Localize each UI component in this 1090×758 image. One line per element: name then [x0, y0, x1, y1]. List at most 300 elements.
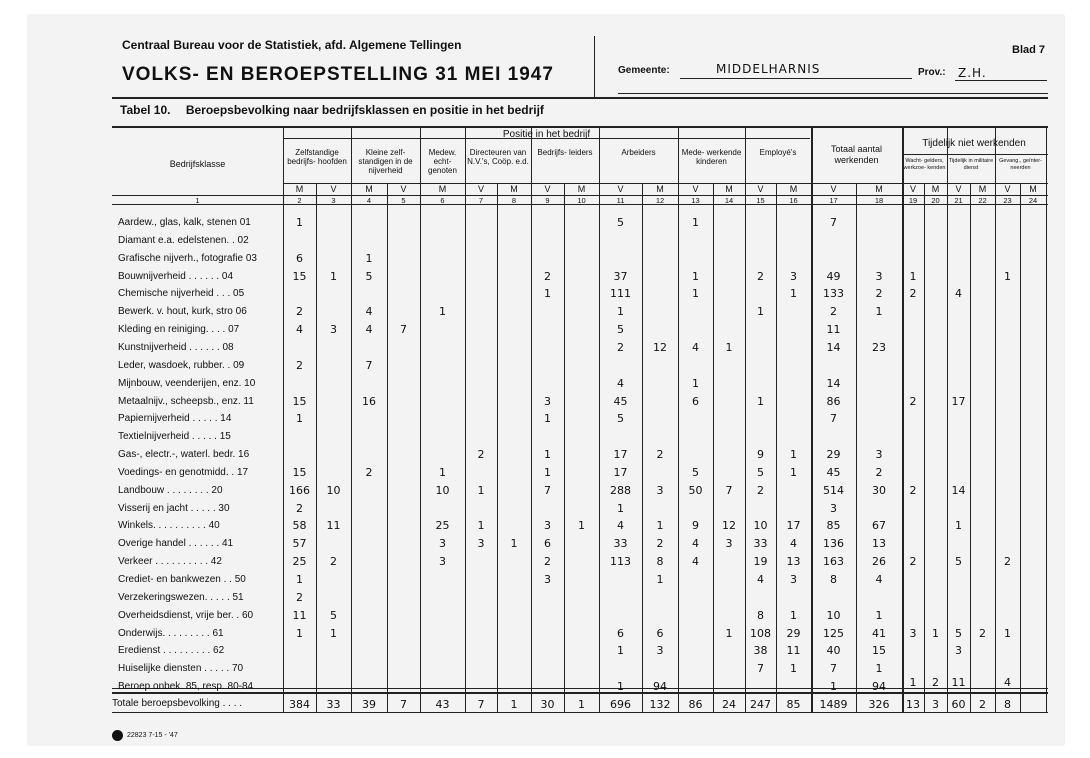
- cell-value: 2: [296, 305, 303, 319]
- cell-value: 2: [296, 590, 303, 604]
- mv-label: M: [725, 184, 733, 194]
- column-divider: [564, 183, 565, 712]
- cell-value: 41: [872, 626, 886, 640]
- row-label: Landbouw . . . . . . . . 20: [118, 484, 223, 496]
- cell-value: 2: [365, 465, 373, 479]
- cell-value: 13: [786, 555, 801, 569]
- cell-value: 1: [790, 287, 797, 301]
- cell-value: 1: [439, 465, 446, 479]
- cell-value: 3: [439, 537, 446, 551]
- group-header: Medew. echt- genoten: [428, 148, 457, 175]
- cell-value: 1: [692, 376, 699, 390]
- cell-value: 1: [330, 269, 337, 283]
- table-title: Beroepsbevolking naar bedrijfsklassen en positie in het bedrijf: [185, 103, 544, 117]
- prov-label: Prov.:: [918, 67, 946, 78]
- cell-value: 1: [544, 287, 551, 301]
- cell-value: 6: [692, 394, 699, 408]
- column-number: 15: [756, 196, 765, 205]
- cell-value: 5: [617, 412, 624, 426]
- cell-value: 1: [544, 412, 551, 426]
- cell-value: 4: [692, 555, 699, 569]
- total-value: 2: [979, 698, 986, 711]
- mv-label: V: [330, 184, 337, 194]
- cell-value: 10: [326, 483, 341, 497]
- totals-bottom-rule: [112, 712, 1048, 713]
- column-divider: [387, 183, 388, 712]
- cell-value: 40: [826, 644, 841, 658]
- row-label: Grafische nijverh., fotografie 03: [118, 252, 257, 264]
- cell-value: 2: [296, 501, 303, 515]
- cell-value: 3: [330, 323, 337, 337]
- mv-label: V: [1004, 184, 1011, 194]
- mv-label: V: [400, 184, 407, 194]
- column-number: 20: [931, 196, 940, 205]
- cell-value: 113: [610, 555, 631, 569]
- cell-value: 1: [439, 305, 446, 319]
- row-label: Overheidsdienst, vrije ber. . 60: [118, 609, 254, 621]
- cell-value: 10: [826, 608, 841, 622]
- extra-value: 11: [951, 676, 966, 689]
- cell-value: 7: [830, 412, 837, 426]
- cell-value: 17: [786, 519, 801, 533]
- cell-value: 85: [826, 519, 841, 533]
- table-top-rule: [112, 126, 1048, 128]
- total-value: 60: [951, 698, 966, 711]
- mv-label: M: [1029, 184, 1037, 194]
- group-header: Bedrijfs- leiders: [537, 148, 593, 157]
- cell-value: 4: [617, 376, 624, 390]
- cell-value: 2: [1004, 555, 1011, 569]
- cell-value: 14: [826, 376, 841, 390]
- total-value: 696: [610, 698, 631, 711]
- cell-value: 58: [292, 519, 307, 533]
- total-value: 85: [786, 698, 801, 711]
- cell-value: 2: [830, 305, 837, 319]
- cell-value: 33: [753, 537, 768, 551]
- mv-label: V: [617, 184, 624, 194]
- extra-value: 1: [909, 676, 917, 689]
- row-label: Gas-, electr.-, waterl. bedr. 16: [118, 449, 250, 461]
- column-divider: [642, 183, 643, 712]
- column-number: 17: [829, 196, 838, 205]
- cell-value: 7: [400, 323, 407, 337]
- cell-value: 8: [830, 573, 837, 586]
- cell-value: 2: [875, 465, 883, 479]
- cell-value: 2: [544, 555, 551, 569]
- cell-value: 1: [656, 519, 664, 533]
- group-divider: [599, 126, 600, 712]
- group-divider: [745, 126, 746, 712]
- column-number: 14: [724, 196, 734, 205]
- cell-value: 1: [830, 680, 837, 694]
- total-value: 132: [649, 698, 671, 711]
- cell-value: 29: [826, 448, 841, 462]
- mv-label: V: [955, 184, 962, 194]
- mv-label: M: [365, 184, 373, 194]
- cell-value: 4: [365, 323, 373, 337]
- cell-value: 4: [296, 323, 303, 337]
- cell-value: 1: [875, 608, 883, 622]
- cell-value: 7: [544, 483, 551, 497]
- cell-value: 2: [330, 555, 337, 569]
- form-title: VOLKS- EN BEROEPSTELLING 31 MEI 1947: [122, 64, 554, 85]
- extra-value: 2: [932, 676, 939, 689]
- extra-value: 4: [1004, 676, 1011, 689]
- column-number: 24: [1028, 196, 1038, 205]
- cell-value: 50: [688, 483, 703, 497]
- row-label: Beroep onbek. 85, resp. 80-84: [118, 681, 254, 693]
- cell-value: 5: [757, 465, 764, 479]
- row-label: Textielnijverheid . . . . . 15: [118, 431, 231, 443]
- cell-value: 2: [909, 555, 917, 569]
- cell-value: 1: [875, 305, 883, 319]
- cell-value: 8: [656, 555, 664, 569]
- cell-value: 1: [757, 394, 764, 408]
- cell-value: 1: [296, 573, 303, 586]
- column-number: 1: [195, 196, 200, 205]
- cell-value: 3: [725, 537, 733, 551]
- row-label: Overige handel . . . . . . 41: [118, 538, 234, 550]
- column-divider: [776, 183, 777, 712]
- cell-value: 17: [613, 465, 628, 479]
- mv-label: M: [875, 184, 883, 194]
- sheet-number: Blad 7: [1012, 44, 1046, 56]
- cell-value: 1: [790, 448, 797, 462]
- cell-value: 4: [875, 573, 883, 586]
- column-number: 23: [1003, 196, 1012, 205]
- cell-value: 1: [617, 501, 624, 515]
- cell-value: 7: [830, 216, 837, 229]
- column-number: 11: [616, 196, 625, 205]
- cell-value: 1: [725, 340, 733, 354]
- cell-value: 33: [613, 537, 628, 551]
- cell-value: 10: [753, 519, 768, 533]
- positie-header: Positie in het bedrijf: [502, 129, 591, 140]
- cell-value: 1: [757, 305, 764, 319]
- cell-value: 12: [653, 340, 667, 354]
- column-number: 13: [691, 196, 700, 205]
- tijdelijk-group-header: Wacht- gelders, werkzoe- kenden: [903, 158, 946, 171]
- group-divider: [811, 126, 813, 712]
- cell-value: 5: [617, 216, 624, 229]
- group-divider: [1046, 126, 1047, 712]
- cell-value: 1: [692, 269, 699, 283]
- cell-value: 15: [292, 394, 307, 408]
- cell-value: 10: [435, 483, 450, 497]
- cell-value: 1: [578, 519, 585, 533]
- header-rule-right: [618, 93, 1048, 94]
- cell-value: 94: [872, 680, 886, 694]
- cell-value: 288: [610, 483, 631, 497]
- column-number: 12: [655, 196, 665, 205]
- cell-value: 7: [365, 358, 373, 372]
- cell-value: 2: [909, 287, 917, 301]
- total-value: 3: [932, 698, 939, 711]
- cell-value: 3: [656, 483, 664, 497]
- cell-value: 25: [292, 555, 307, 569]
- cell-value: 4: [617, 519, 624, 533]
- column-divider: [497, 183, 498, 712]
- cell-value: 1: [875, 662, 883, 676]
- cell-value: 4: [955, 287, 962, 301]
- group-header: Mede- werkende kinderen: [681, 148, 742, 166]
- cell-value: 4: [757, 573, 764, 586]
- cell-value: 1: [692, 287, 699, 301]
- group-divider: [678, 126, 679, 712]
- cell-value: 17: [613, 448, 628, 462]
- total-value: 33: [326, 698, 341, 711]
- total-value: 7: [477, 698, 485, 711]
- row-label: Aardew., glas, kalk, stenen 01: [118, 217, 251, 228]
- cell-value: 2: [909, 483, 917, 497]
- mv-label: M: [789, 184, 798, 194]
- mv-label: V: [757, 184, 764, 194]
- gemeente-underline: [680, 78, 912, 79]
- cell-value: 1: [617, 305, 624, 319]
- cell-value: 1: [656, 573, 664, 586]
- prov-value: Z.H.: [958, 66, 987, 80]
- cell-value: 1: [790, 608, 797, 622]
- group-header: Kleine zelf- standigen in de nijverheid: [358, 148, 413, 175]
- bedrijfsklasse-header: Bedrijfsklasse: [169, 159, 226, 169]
- row-label: Voedings- en genotmidd. . 17: [118, 466, 249, 478]
- mv-label: V: [477, 184, 484, 194]
- cell-value: 11: [292, 608, 307, 622]
- column-number: 3: [331, 196, 336, 205]
- column-divider: [316, 183, 317, 712]
- row-label: Mijnbouw, veenderijen, enz. 10: [118, 377, 256, 389]
- total-value: 86: [688, 698, 703, 711]
- column-number: 16: [789, 196, 798, 205]
- cell-value: 6: [296, 251, 303, 265]
- mv-label: V: [544, 184, 551, 194]
- row-label: Winkels. . . . . . . . . . 40: [118, 520, 220, 532]
- cell-value: 3: [544, 573, 551, 586]
- group-divider: [947, 126, 948, 712]
- cell-value: 1: [365, 251, 373, 265]
- group-divider: [465, 126, 466, 712]
- row-label: Metaalnijv., scheepsb., enz. 11: [118, 395, 254, 407]
- total-value: 247: [750, 698, 771, 711]
- cell-value: 1: [932, 626, 939, 640]
- cell-value: 86: [826, 394, 841, 408]
- cell-value: 5: [955, 555, 962, 569]
- total-value: 1489: [819, 698, 848, 711]
- mv-label: M: [978, 184, 987, 194]
- totals-label: Totale beroepsbevolking . . . .: [112, 698, 243, 709]
- row-label: Kleding en reiniging. . . . 07: [118, 324, 240, 336]
- group-divider: [420, 126, 421, 712]
- cell-value: 3: [544, 394, 551, 408]
- column-number: 19: [908, 196, 918, 205]
- row-label: Crediet- en bankwezen . . 50: [118, 574, 246, 585]
- cell-value: 15: [872, 644, 886, 658]
- tijdelijk-group-header: Gevang., geïnter- neerden: [999, 158, 1042, 171]
- cell-value: 7: [725, 483, 733, 497]
- total-value: 43: [435, 698, 450, 711]
- cell-value: 26: [872, 555, 886, 569]
- cell-value: 3: [790, 269, 797, 283]
- cell-value: 5: [692, 465, 699, 479]
- cell-value: 4: [365, 305, 373, 319]
- cell-value: 11: [326, 519, 341, 533]
- cell-value: 29: [786, 626, 801, 640]
- group-divider: [351, 126, 352, 712]
- cell-value: 5: [617, 323, 624, 337]
- cell-value: 1: [617, 680, 624, 694]
- cell-value: 514: [823, 483, 844, 497]
- column-number: 21: [954, 196, 963, 205]
- cell-value: 9: [692, 519, 699, 533]
- total-value: 1: [510, 698, 518, 711]
- cell-value: 1: [510, 537, 518, 551]
- row-label: Bouwnijverheid . . . . . . 04: [118, 270, 234, 282]
- group-header: Zelfstandige bedrijfs- hoofden: [287, 148, 347, 166]
- cell-value: 1: [692, 216, 699, 229]
- cell-value: 166: [289, 483, 310, 497]
- cell-value: 2: [544, 269, 551, 283]
- cell-value: 5: [330, 608, 337, 622]
- row-label: Bewerk. v. hout, kurk, stro 06: [118, 306, 247, 318]
- cell-value: 11: [826, 323, 841, 337]
- cell-value: 136: [823, 537, 844, 551]
- row-label: Chemische nijverheid . . . 05: [118, 288, 245, 300]
- cell-value: 1: [296, 626, 303, 640]
- cell-value: 2: [757, 269, 764, 283]
- mv-label: V: [909, 184, 916, 194]
- cell-value: 3: [830, 501, 837, 515]
- form-footer: [112, 730, 178, 741]
- cell-value: 3: [656, 644, 664, 658]
- column-number: 9: [545, 196, 550, 205]
- cell-value: 3: [439, 555, 446, 569]
- cell-value: 38: [753, 644, 768, 658]
- column-number: 6: [440, 196, 445, 205]
- cell-value: 49: [826, 269, 841, 283]
- column-divider: [856, 183, 857, 712]
- cell-value: 163: [823, 555, 844, 569]
- cell-value: 2: [656, 537, 664, 551]
- row-label: Huiselijke diensten . . . . . 70: [118, 663, 244, 675]
- column-number: 18: [874, 196, 884, 205]
- cell-value: 1: [790, 662, 797, 676]
- cell-value: 45: [613, 394, 628, 408]
- cell-value: 57: [292, 537, 307, 551]
- cell-value: 2: [757, 483, 764, 497]
- cell-value: 108: [750, 626, 771, 640]
- form-code: 22823 7-15 - '47: [127, 732, 178, 739]
- cell-value: 1: [477, 519, 485, 533]
- table-caption: [120, 103, 544, 117]
- mv-label: M: [577, 184, 586, 194]
- cell-value: 94: [653, 680, 667, 694]
- tijdelijk-header: Tijdelijk niet werkenden: [922, 138, 1026, 149]
- column-number: 10: [577, 196, 586, 205]
- row-label: Eredienst . . . . . . . . . 62: [118, 645, 225, 657]
- cell-value: 13: [872, 537, 886, 551]
- cell-value: 7: [757, 662, 764, 676]
- column-number: 2: [297, 196, 302, 205]
- cell-value: 1: [909, 269, 917, 283]
- header-rule: [112, 97, 1048, 99]
- cell-value: 1: [544, 448, 551, 462]
- tijdelijk-rule: [902, 154, 1048, 155]
- cell-value: 2: [296, 358, 303, 372]
- cell-value: 2: [875, 287, 883, 301]
- cell-value: 14: [826, 340, 841, 354]
- cell-value: 2: [656, 448, 664, 462]
- row-label: Leder, wasdoek, rubber. . 09: [118, 359, 245, 371]
- cell-value: 3: [875, 448, 883, 462]
- cell-value: 1: [296, 216, 303, 229]
- totals-top-rule: [112, 692, 1048, 694]
- cell-value: 2: [909, 394, 917, 408]
- column-number: 8: [511, 196, 517, 205]
- cell-value: 4: [692, 340, 699, 354]
- cell-value: 6: [656, 626, 664, 640]
- mv-label: M: [295, 184, 304, 194]
- mv-label: M: [931, 184, 940, 194]
- cell-value: 3: [790, 573, 797, 586]
- cell-value: 133: [823, 287, 844, 301]
- column-number: 5: [401, 196, 406, 205]
- row-label: Papiernijverheid . . . . . 14: [118, 413, 232, 425]
- prov-underline: [955, 80, 1047, 81]
- issuer-line: Centraal Bureau voor de Statistiek, afd. Algemene Tellingen: [122, 38, 462, 52]
- total-value: 8: [1004, 698, 1011, 711]
- cell-value: 1: [725, 626, 733, 640]
- cell-value: 11: [786, 644, 801, 658]
- mv-label: M: [510, 184, 518, 194]
- cell-value: 3: [955, 644, 962, 658]
- cbs-logo-icon: [112, 730, 123, 741]
- mv-label: V: [830, 184, 837, 194]
- cell-value: 5: [365, 269, 373, 283]
- cell-value: 2: [477, 448, 485, 462]
- cell-value: 16: [362, 394, 376, 408]
- cell-value: 125: [823, 626, 844, 640]
- gemeente-value: MIDDELHARNIS: [716, 62, 821, 76]
- total-value: 30: [540, 698, 555, 711]
- cell-value: 7: [830, 662, 837, 676]
- tijdelijk-group-header: Tijdelijk in militaire dienst: [948, 158, 994, 171]
- header-divider: [594, 36, 595, 98]
- cell-value: 3: [477, 537, 485, 551]
- cell-value: 9: [757, 448, 764, 462]
- cell-value: 67: [872, 519, 886, 533]
- cell-value: 23: [872, 340, 886, 354]
- total-value: 326: [868, 698, 890, 711]
- row-label: Visserij en jacht . . . . . 30: [118, 502, 230, 514]
- row-label: Diamant e.a. edelstenen. . 02: [118, 234, 249, 246]
- cell-value: 1: [1004, 626, 1011, 640]
- group-header: Arbeiders: [621, 148, 656, 157]
- cell-value: 19: [753, 555, 768, 569]
- cell-value: 17: [951, 394, 966, 408]
- total-value: 24: [722, 698, 736, 711]
- column-number: 4: [366, 196, 372, 205]
- total-value: 7: [400, 698, 407, 711]
- group-divider: [902, 126, 904, 712]
- group-divider: [995, 126, 996, 712]
- cell-value: 1: [330, 626, 337, 640]
- cell-value: 12: [722, 519, 736, 533]
- total-value: 1: [578, 698, 585, 711]
- cell-value: 3: [544, 519, 551, 533]
- cell-value: 14: [951, 483, 966, 497]
- mv-label: M: [438, 184, 447, 194]
- totaal-header: Totaal aantal werkenden: [830, 144, 883, 165]
